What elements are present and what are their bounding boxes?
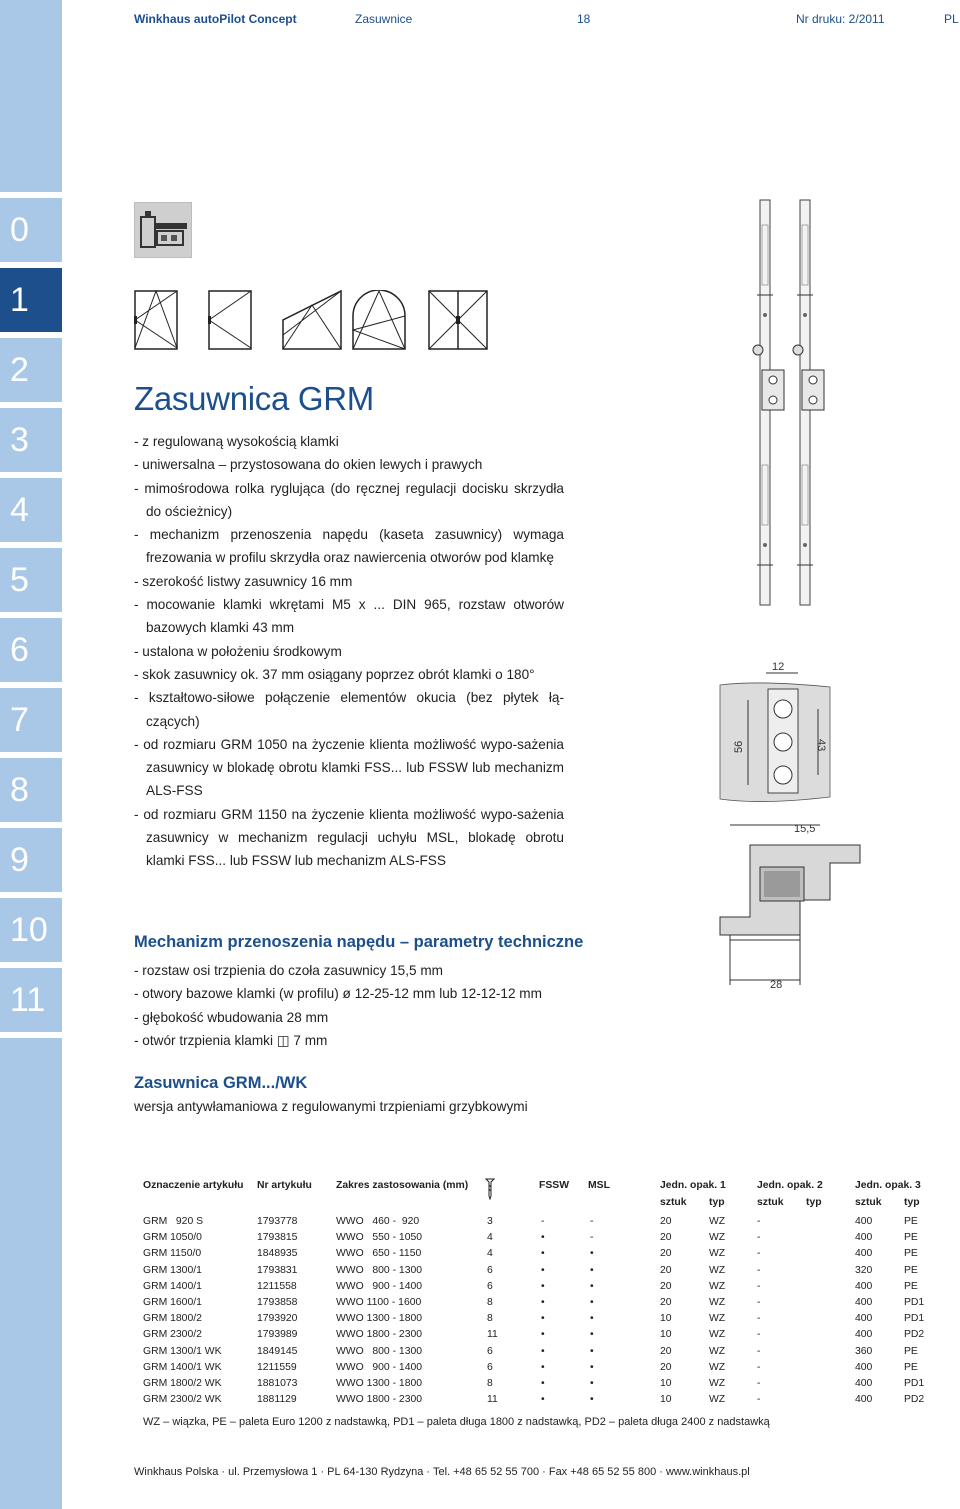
chapter-tab-2[interactable]: 2 xyxy=(0,338,62,402)
dim-12: 12 xyxy=(772,661,785,673)
print-number: Nr druku: 2/2011 xyxy=(796,12,885,26)
table-footnote: WZ – wiązka, PE – paleta Euro 1200 z nadstawką, PD1 – paleta długa 1800 z nadstawką, PD2 – paleta długa 2400 z nadstawką xyxy=(143,1416,770,1428)
feature-item: - kształtowo-siłowe połączenie elementów okucia (bez płytek łą-czących) xyxy=(134,690,564,729)
table-cell: PD2 xyxy=(904,1329,925,1341)
table-cell: WZ xyxy=(709,1264,726,1276)
table-cell: 1211559 xyxy=(257,1361,297,1373)
table-cell: WZ xyxy=(709,1378,726,1389)
param-item: - głębokość wbudowania 28 mm xyxy=(134,1009,329,1025)
table-cell: 400 xyxy=(855,1232,873,1244)
table-cell: 1793920 xyxy=(257,1313,298,1325)
table-cell: • xyxy=(590,1329,594,1341)
chapter-tab-8[interactable]: 8 xyxy=(0,758,62,822)
table-cell: 1793778 xyxy=(257,1216,298,1227)
table-cell: WZ xyxy=(709,1248,726,1260)
table-cell: - xyxy=(757,1232,761,1244)
table-cell: 1211558 xyxy=(257,1280,297,1292)
chapter-tab-11[interactable]: 11 xyxy=(0,968,62,1032)
window-double-sash-icon xyxy=(428,290,488,350)
table-cell: 11 xyxy=(487,1394,498,1406)
table-row xyxy=(143,1265,933,1281)
table-cell: WWO 800 - 1300 xyxy=(336,1264,423,1276)
table-cell: 10 xyxy=(660,1313,672,1325)
table-cell: 6 xyxy=(487,1264,493,1276)
table-cell: - xyxy=(757,1297,761,1308)
table-cell: • xyxy=(541,1297,545,1308)
chapter-tab-0[interactable]: 0 xyxy=(0,198,62,262)
table-cell: 8 xyxy=(487,1378,493,1389)
table-cell: WWO 550 - 1050 xyxy=(336,1232,423,1244)
feature-item: - uniwersalna – przystosowana do okien lewych i prawych xyxy=(134,457,483,473)
table-cell: 400 xyxy=(855,1329,873,1341)
table-cell: • xyxy=(541,1280,545,1292)
table-cell: PE xyxy=(904,1232,918,1244)
table-cell: • xyxy=(590,1345,594,1357)
table-cell: 1848935 xyxy=(257,1248,298,1260)
page-header xyxy=(134,12,959,28)
profile-section-icon xyxy=(134,202,192,258)
table-cell: - xyxy=(757,1248,761,1260)
brand-name: Winkhaus autoPilot Concept xyxy=(134,12,297,26)
mechanism-params xyxy=(134,959,604,1052)
table-row xyxy=(143,1297,933,1313)
table-cell: WZ xyxy=(709,1280,726,1292)
table-cell: 400 xyxy=(855,1394,873,1406)
feature-item: - mimośrodowa rolka ryglująca (do ręcznej regulacji docisku skrzydła do ościeżnicy) xyxy=(134,480,564,519)
table-cell: - xyxy=(757,1394,761,1406)
table-cell: 4 xyxy=(487,1248,493,1260)
table-cell: WZ xyxy=(709,1345,726,1357)
col-header-article: Oznaczenie artykułu xyxy=(143,1180,244,1191)
table-cell: WZ xyxy=(709,1313,726,1325)
table-cell: 1793815 xyxy=(257,1232,298,1244)
table-cell: • xyxy=(590,1280,594,1292)
table-cell: 10 xyxy=(660,1378,672,1389)
feature-item: - mocowanie klamki wkrętami M5 x ... DIN 965, rozstaw otworów bazowych klamki 43 mm xyxy=(134,597,564,636)
table-cell: WZ xyxy=(709,1394,726,1406)
table-row xyxy=(143,1346,933,1362)
col-header-fssw: FSSW xyxy=(539,1180,570,1191)
table-cell: • xyxy=(590,1394,594,1406)
table-cell: GRM 1400/1 xyxy=(143,1280,202,1292)
table-cell: 20 xyxy=(660,1216,672,1227)
espagnolette-bar-right xyxy=(793,200,824,605)
table-cell: • xyxy=(590,1297,594,1308)
table-cell: 400 xyxy=(855,1313,873,1325)
chapter-tab-1[interactable]: 1 xyxy=(0,268,62,332)
table-cell: WWO 1800 - 2300 xyxy=(336,1394,423,1406)
table-row xyxy=(143,1378,933,1394)
window-turn-icon xyxy=(208,290,252,350)
table-cell: GRM 2300/2 WK xyxy=(143,1394,222,1406)
table-cell: • xyxy=(590,1313,594,1325)
table-cell: WWO 900 - 1400 xyxy=(336,1361,423,1373)
table-cell: 10 xyxy=(660,1329,672,1341)
wk-subtitle: wersja antywłamaniowa z regulowanymi trzpieniami grzybkowymi xyxy=(134,1099,528,1114)
table-cell: 4 xyxy=(487,1232,493,1244)
table-cell: - xyxy=(757,1264,761,1276)
table-cell: - xyxy=(757,1329,761,1341)
table-cell: • xyxy=(541,1313,545,1325)
table-header-row xyxy=(143,1180,933,1196)
table-row xyxy=(143,1232,933,1248)
espagnolette-bar-left xyxy=(753,200,784,605)
table-cell: GRM 1800/2 xyxy=(143,1313,202,1325)
table-row xyxy=(143,1248,933,1264)
col-header-pack3: Jedn. opak. 3 xyxy=(855,1180,921,1191)
table-cell: 400 xyxy=(855,1361,873,1373)
col-header-range: Zakres zastosowania (mm) xyxy=(336,1180,469,1191)
table-cell: 8 xyxy=(487,1313,493,1325)
table-cell: WWO 460 - 920 xyxy=(336,1216,420,1227)
table-cell: PD2 xyxy=(904,1394,925,1406)
chapter-tab-3[interactable]: 3 xyxy=(0,408,62,472)
table-cell: 400 xyxy=(855,1280,873,1292)
col-subheader-type: typ xyxy=(709,1197,725,1208)
table-cell: • xyxy=(541,1264,545,1276)
table-cell: 10 xyxy=(660,1394,672,1406)
table-cell: 1849145 xyxy=(257,1345,298,1357)
table-cell: 20 xyxy=(660,1361,672,1373)
col-subheader-qty: sztuk xyxy=(660,1197,687,1208)
table-row xyxy=(143,1216,933,1232)
table-cell: 1793858 xyxy=(257,1297,298,1308)
table-cell: • xyxy=(541,1394,545,1406)
table-cell: 3 xyxy=(487,1216,493,1227)
feature-item: - od rozmiaru GRM 1150 na życzenie klienta możliwość wypo-sażenia zasuwnicy w mechanizm regulacji uchyłu MSL, blokadę obrotu klamki FSS... lub FSSW lub mechanizm ALS-FSS xyxy=(134,806,564,869)
tab-strip-bottom xyxy=(0,1038,62,1509)
table-cell: 400 xyxy=(855,1216,873,1227)
table-cell: GRM 1050/0 xyxy=(143,1232,202,1244)
col-subheader-qty: sztuk xyxy=(757,1197,784,1208)
table-cell: GRM 2300/2 xyxy=(143,1329,202,1341)
table-cell: - xyxy=(757,1378,761,1389)
table-cell: • xyxy=(590,1361,594,1373)
chapter-tab-4[interactable]: 4 xyxy=(0,478,62,542)
handle-holes-drawing xyxy=(720,661,830,802)
chapter-tab-strip xyxy=(0,0,62,1509)
col-subheader-qty: sztuk xyxy=(855,1197,882,1208)
wk-heading: Zasuwnica GRM.../WK xyxy=(134,1074,308,1092)
table-cell: WZ xyxy=(709,1329,726,1341)
table-cell: 20 xyxy=(660,1248,672,1260)
chapter-tab-7[interactable]: 7 xyxy=(0,688,62,752)
table-cell: 20 xyxy=(660,1232,672,1244)
cross-section-drawing xyxy=(720,823,860,991)
table-cell: - xyxy=(757,1313,761,1325)
table-cell: • xyxy=(590,1248,594,1260)
chapter-tab-5[interactable]: 5 xyxy=(0,548,62,612)
chapter-tab-6[interactable]: 6 xyxy=(0,618,62,682)
table-cell: GRM 1150/0 xyxy=(143,1248,202,1260)
window-tilt-turn-left-icon xyxy=(134,290,178,350)
chapter-tab-10[interactable]: 10 xyxy=(0,898,62,962)
table-cell: PE xyxy=(904,1216,918,1227)
col-header-article-no: Nr artykułu xyxy=(257,1180,312,1191)
table-cell: • xyxy=(541,1232,545,1244)
table-cell: - xyxy=(757,1345,761,1357)
page-title: Zasuwnica GRM xyxy=(134,380,374,417)
table-cell: PD1 xyxy=(904,1378,925,1389)
table-cell: 6 xyxy=(487,1361,493,1373)
table-cell: - xyxy=(590,1232,594,1244)
table-cell: PE xyxy=(904,1280,918,1292)
table-cell: WZ xyxy=(709,1232,726,1244)
table-cell: GRM 1400/1 WK xyxy=(143,1361,222,1373)
page-footer: Winkhaus Polska · ul. Przemysłowa 1 · PL 64-130 Rydzyna · Tel. +48 65 52 55 700 · Fax +48 65 52 55 800 · www.winkhaus.pl xyxy=(134,1466,750,1478)
table-cell: - xyxy=(541,1216,545,1227)
table-cell: - xyxy=(757,1216,761,1227)
feature-item: - szerokość listwy zasuwnicy 16 mm xyxy=(134,573,353,589)
table-cell: • xyxy=(541,1361,545,1373)
table-cell: 8 xyxy=(487,1297,493,1308)
table-cell: 1793989 xyxy=(257,1329,298,1341)
table-row xyxy=(143,1362,933,1378)
table-cell: WWO 900 - 1400 xyxy=(336,1280,423,1292)
feature-item: - ustalona w położeniu środkowym xyxy=(134,643,342,659)
table-cell: GRM 1600/1 xyxy=(143,1297,202,1308)
table-cell: PE xyxy=(904,1248,918,1260)
col-header-pack2: Jedn. opak. 2 xyxy=(757,1180,823,1191)
table-cell: 400 xyxy=(855,1297,873,1308)
table-row xyxy=(143,1313,933,1329)
table-cell: 20 xyxy=(660,1264,672,1276)
table-row xyxy=(143,1329,933,1345)
table-cell: 320 xyxy=(855,1264,873,1276)
table-cell: PD1 xyxy=(904,1297,925,1308)
table-cell: 400 xyxy=(855,1378,873,1389)
table-cell: 360 xyxy=(855,1345,873,1357)
table-cell: GRM 920 S xyxy=(143,1216,204,1227)
table-cell: 1793831 xyxy=(257,1264,298,1276)
table-cell: PD1 xyxy=(904,1313,925,1325)
table-row xyxy=(143,1281,933,1297)
table-cell: 1881129 xyxy=(257,1394,297,1406)
dim-56: 56 xyxy=(733,740,745,753)
table-cell: • xyxy=(541,1345,545,1357)
feature-item: - mechanizm przenoszenia napędu (kaseta zasuwnicy) wymaga frezowania w profilu skrzydła oraz nawiercenia otworów pod klamkę xyxy=(134,527,564,566)
table-cell: • xyxy=(541,1248,545,1260)
param-item: - otwory bazowe klamki (w profilu) ø 12-25-12 mm lub 12-12-12 mm xyxy=(134,986,542,1002)
mechanism-heading: Mechanizm przenoszenia napędu – parametry techniczne xyxy=(134,933,584,951)
table-cell: PE xyxy=(904,1345,918,1357)
table-cell: 1881073 xyxy=(257,1378,298,1389)
col-subheader-type: typ xyxy=(904,1197,920,1208)
dim-43: 43 xyxy=(815,739,827,752)
section-name: Zasuwnice xyxy=(355,12,413,26)
table-cell: - xyxy=(757,1361,761,1373)
table-cell: - xyxy=(757,1280,761,1292)
chapter-tab-9[interactable]: 9 xyxy=(0,828,62,892)
col-header-pack1: Jedn. opak. 1 xyxy=(660,1180,726,1191)
table-cell: WZ xyxy=(709,1297,726,1308)
table-cell: WWO 800 - 1300 xyxy=(336,1345,423,1357)
table-cell: WWO 1800 - 2300 xyxy=(336,1329,423,1341)
table-cell: PE xyxy=(904,1361,918,1373)
table-cell: GRM 1800/2 WK xyxy=(143,1378,222,1389)
dim-15-5: 15,5 xyxy=(794,823,816,835)
table-cell: 11 xyxy=(487,1329,498,1341)
table-cell: PE xyxy=(904,1264,918,1276)
table-cell: • xyxy=(590,1378,594,1389)
table-cell: • xyxy=(590,1264,594,1276)
table-cell: - xyxy=(590,1216,594,1227)
param-item: - rozstaw osi trzpienia do czoła zasuwnicy 15,5 mm xyxy=(134,963,443,978)
table-cell: 20 xyxy=(660,1280,672,1292)
technical-drawing xyxy=(700,195,940,995)
table-subheader-row xyxy=(143,1197,933,1213)
col-header-msl: MSL xyxy=(588,1180,610,1191)
table-cell: • xyxy=(541,1378,545,1389)
table-cell: WWO 1300 - 1800 xyxy=(336,1378,423,1389)
feature-list xyxy=(134,430,564,873)
table-cell: WWO 650 - 1150 xyxy=(336,1248,422,1260)
col-subheader-type: typ xyxy=(806,1197,822,1208)
window-arched-icon xyxy=(352,290,406,350)
window-trapezoid-icon xyxy=(282,290,342,350)
table-cell: 400 xyxy=(855,1248,873,1260)
table-cell: WZ xyxy=(709,1216,726,1227)
table-cell: WZ xyxy=(709,1361,726,1373)
table-cell: 20 xyxy=(660,1345,672,1357)
page-number: 18 xyxy=(577,12,591,26)
feature-item: - od rozmiaru GRM 1050 na życzenie klienta możliwość wypo-sażenia zasuwnicy w blokadę obrotu klamki FSS... lub FSSW lub mechanizm ALS-FSS xyxy=(134,736,564,799)
table-cell: • xyxy=(541,1329,545,1341)
table-cell: WWO 1300 - 1800 xyxy=(336,1313,423,1325)
param-item: - otwór trzpienia klamki ◫ 7 mm xyxy=(134,1032,328,1048)
tab-strip-top xyxy=(0,0,62,192)
table-cell: 6 xyxy=(487,1345,493,1357)
table-cell: GRM 1300/1 WK xyxy=(143,1345,222,1357)
table-cell: 20 xyxy=(660,1297,672,1308)
dim-28: 28 xyxy=(770,979,783,991)
table-cell: 6 xyxy=(487,1280,493,1292)
table-cell: WWO 1100 - 1600 xyxy=(336,1297,422,1308)
feature-item: - skok zasuwnicy ok. 37 mm osiągany poprzez obrót klamki o 180° xyxy=(134,666,535,682)
table-row xyxy=(143,1394,933,1410)
table-cell: GRM 1300/1 xyxy=(143,1264,202,1276)
language-code: PL xyxy=(944,12,959,26)
feature-item: - z regulowaną wysokością klamki xyxy=(134,434,339,449)
